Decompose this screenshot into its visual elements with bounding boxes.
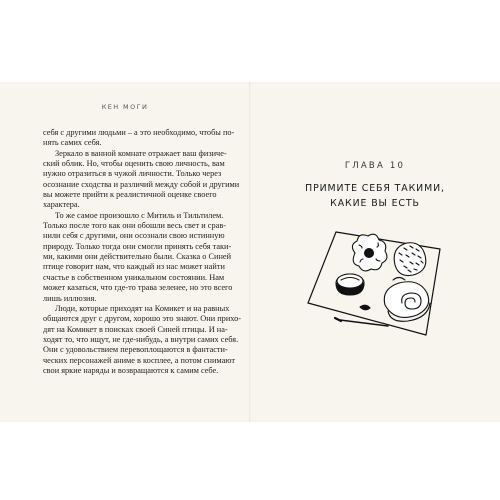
text-line: ский облик. Но, чтобы оценить свою личность, вам bbox=[43, 159, 225, 169]
text-line: нужно отразиться в чужой личности. Только через bbox=[43, 169, 222, 179]
text-line: ми, какими они действительно были. Сказка о Синей bbox=[43, 252, 232, 262]
text-line: То же самое произошло с Митиль и Тильтилем. bbox=[55, 210, 224, 220]
text-line: Только после того как они обошли весь свет и срав- bbox=[43, 221, 226, 231]
book-spread bbox=[0, 82, 500, 422]
text-line: характера. bbox=[43, 200, 80, 210]
running-head-author: КЕН МОГИ bbox=[101, 103, 149, 111]
text-line: общаются друг с другом, хорошо это знают. Они прихо- bbox=[43, 314, 242, 324]
text-line: свои яркие наряды и возвращаются к самим себе. bbox=[43, 365, 219, 375]
text-line: ческих персонажей аниме в косплее, а потом снимают bbox=[43, 355, 236, 365]
chapter-number-label: ГЛАВА 10 bbox=[344, 161, 406, 171]
text-line: Зеркало в ванной комнате отражает ваш физиче- bbox=[55, 148, 227, 158]
text-line: Люди, которые приходят на Комикет и на равных bbox=[55, 303, 230, 313]
wagashi-sweets-tray-icon bbox=[300, 225, 450, 340]
chapter-title bbox=[250, 181, 500, 211]
text-line: птице говорит нам, что каждый из нас может найти bbox=[43, 262, 225, 272]
text-line: нять самих себя. bbox=[43, 138, 102, 148]
text-line: природу. Только тогда они смогли принять себя таки- bbox=[43, 241, 232, 251]
chapter-title-line-1: ПРИМИТЕ СЕБЯ ТАКИМИ, bbox=[305, 183, 445, 194]
text-line: осознание сходства и различий между собой и другими bbox=[43, 179, 240, 189]
text-line: нили себя с другими, они осознали свою истинную bbox=[43, 231, 225, 241]
text-line: лишь иллюзия. bbox=[43, 293, 97, 303]
book-spine-shadow bbox=[249, 82, 251, 422]
text-line: ходят то, что ищут, не где-нибудь, а внутри самих себя. bbox=[43, 334, 239, 344]
left-page-body-text bbox=[43, 128, 242, 376]
chapter-title-line-2: КАКИЕ ВЫ ЕСТЬ bbox=[330, 198, 420, 209]
text-line: себя с другими людьми – а это необходимо, чтобы по- bbox=[43, 128, 235, 137]
text-line: может казаться, что где-то трава зеленее, но это всего bbox=[43, 283, 233, 293]
text-line: Они с удовольствием перевоплощаются в фантасти- bbox=[43, 345, 228, 355]
text-line: дят на Комикет в поисках своей Синей птицы. И на- bbox=[43, 324, 228, 334]
text-line: счастье в собственном уникальном состоянии. Нам bbox=[43, 272, 225, 282]
text-line: вы можете прийти к реалистичной оценке своего bbox=[43, 190, 217, 200]
